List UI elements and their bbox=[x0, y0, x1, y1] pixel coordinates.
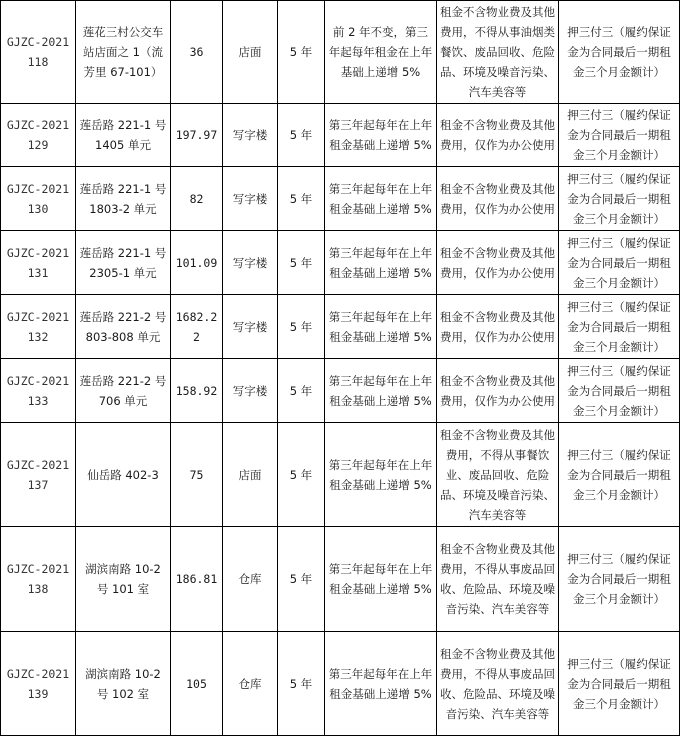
fee-restrictions: 租金不含物业费及其他费用，不得从事废品回收、危险品、环境及噪音污染、汽车美容等 bbox=[437, 527, 559, 632]
fee-restrictions: 租金不含物业费及其他费用，仅作为办公使用 bbox=[437, 167, 559, 231]
rent-terms: 第三年起每年在上年租金基础上递增 5% bbox=[325, 359, 437, 423]
rent-terms: 第三年起每年在上年租金基础上递增 5% bbox=[325, 167, 437, 231]
table-row bbox=[1, 527, 680, 632]
property-use: 写字楼 bbox=[223, 231, 278, 295]
property-address: 湖滨南路 10-2 号 101 室 bbox=[76, 527, 171, 632]
property-use: 店面 bbox=[223, 423, 278, 527]
listing-code: GJZC-2021130 bbox=[1, 167, 76, 231]
property-address: 莲岳路 221-2 号 803-808 单元 bbox=[76, 295, 171, 359]
table-row bbox=[1, 1, 680, 104]
rent-terms: 第三年起每年在上年租金基础上递增 5% bbox=[325, 104, 437, 167]
area-value: 75 bbox=[171, 423, 223, 527]
table-row bbox=[1, 423, 680, 527]
rent-terms: 第三年起每年在上年租金基础上递增 5% bbox=[325, 423, 437, 527]
area-value: 105 bbox=[171, 632, 223, 736]
area-value: 197.97 bbox=[171, 104, 223, 167]
area-value: 82 bbox=[171, 167, 223, 231]
deposit-terms: 押三付三（履约保证金为合同最后一期租金三个月金额计） bbox=[559, 527, 680, 632]
property-use: 店面 bbox=[223, 1, 278, 104]
area-value: 1682.22 bbox=[171, 295, 223, 359]
rent-terms: 第三年起每年在上年租金基础上递增 5% bbox=[325, 295, 437, 359]
property-address: 莲岳路 221-1 号 2305-1 单元 bbox=[76, 231, 171, 295]
listing-code: GJZC-2021133 bbox=[1, 359, 76, 423]
lease-term: 5 年 bbox=[278, 423, 325, 527]
table-row bbox=[1, 167, 680, 231]
property-use: 写字楼 bbox=[223, 295, 278, 359]
lease-term: 5 年 bbox=[278, 231, 325, 295]
property-address: 莲岳路 221-2 号 706 单元 bbox=[76, 359, 171, 423]
area-value: 101.09 bbox=[171, 231, 223, 295]
lease-term: 5 年 bbox=[278, 632, 325, 736]
property-address: 莲岳路 221-1 号 1803-2 单元 bbox=[76, 167, 171, 231]
fee-restrictions: 租金不含物业费及其他费用，不得从事餐饮业、废品回收、危险品、环境及噪音污染、汽车美容等 bbox=[437, 423, 559, 527]
property-use: 写字楼 bbox=[223, 104, 278, 167]
deposit-terms: 押三付三（履约保证金为合同最后一期租金三个月金额计） bbox=[559, 359, 680, 423]
fee-restrictions: 租金不含物业费及其他费用，仅作为办公使用 bbox=[437, 359, 559, 423]
lease-term: 5 年 bbox=[278, 527, 325, 632]
listing-code: GJZC-2021138 bbox=[1, 527, 76, 632]
fee-restrictions: 租金不含物业费及其他费用，不得从事废品回收、危险品、环境及噪音污染、汽车美容等 bbox=[437, 632, 559, 736]
lease-term: 5 年 bbox=[278, 359, 325, 423]
rent-terms: 第三年起每年在上年租金基础上递增 5% bbox=[325, 231, 437, 295]
deposit-terms: 押三付三（履约保证金为合同最后一期租金三个月金额计） bbox=[559, 167, 680, 231]
area-value: 186.81 bbox=[171, 527, 223, 632]
area-value: 158.92 bbox=[171, 359, 223, 423]
property-use: 仓库 bbox=[223, 527, 278, 632]
table-row bbox=[1, 632, 680, 736]
deposit-terms: 押三付三（履约保证金为合同最后一期租金三个月金额计） bbox=[559, 1, 680, 104]
property-address: 莲岳路 221-1 号 1405 单元 bbox=[76, 104, 171, 167]
lease-table-body bbox=[1, 1, 680, 736]
deposit-terms: 押三付三（履约保证金为合同最后一期租金三个月金额计） bbox=[559, 104, 680, 167]
rent-terms: 第三年起每年在上年租金基础上递增 5% bbox=[325, 632, 437, 736]
listing-code: GJZC-2021131 bbox=[1, 231, 76, 295]
fee-restrictions: 租金不含物业费及其他费用，仅作为办公使用 bbox=[437, 295, 559, 359]
deposit-terms: 押三付三（履约保证金为合同最后一期租金三个月金额计） bbox=[559, 231, 680, 295]
table-row bbox=[1, 104, 680, 167]
property-address: 莲花三村公交车站店面之 1（流芳里 67-101） bbox=[76, 1, 171, 104]
lease-term: 5 年 bbox=[278, 295, 325, 359]
property-address: 仙岳路 402-3 bbox=[76, 423, 171, 527]
table-row bbox=[1, 295, 680, 359]
fee-restrictions: 租金不含物业费及其他费用，仅作为办公使用 bbox=[437, 231, 559, 295]
deposit-terms: 押三付三（履约保证金为合同最后一期租金三个月金额计） bbox=[559, 632, 680, 736]
property-use: 写字楼 bbox=[223, 359, 278, 423]
lease-term: 5 年 bbox=[278, 167, 325, 231]
lease-term: 5 年 bbox=[278, 104, 325, 167]
deposit-terms: 押三付三（履约保证金为合同最后一期租金三个月金额计） bbox=[559, 423, 680, 527]
deposit-terms: 押三付三（履约保证金为合同最后一期租金三个月金额计） bbox=[559, 295, 680, 359]
rent-terms: 第三年起每年在上年租金基础上递增 5% bbox=[325, 527, 437, 632]
listing-code: GJZC-2021118 bbox=[1, 1, 76, 104]
listing-code: GJZC-2021139 bbox=[1, 632, 76, 736]
area-value: 36 bbox=[171, 1, 223, 104]
fee-restrictions: 租金不含物业费及其他费用，仅作为办公使用 bbox=[437, 104, 559, 167]
listing-code: GJZC-2021129 bbox=[1, 104, 76, 167]
listing-code: GJZC-2021132 bbox=[1, 295, 76, 359]
property-use: 写字楼 bbox=[223, 167, 278, 231]
listing-code: GJZC-2021137 bbox=[1, 423, 76, 527]
fee-restrictions: 租金不含物业费及其他费用，不得从事油烟类餐饮、废品回收、危险品、环境及噪音污染、汽车美容等 bbox=[437, 1, 559, 104]
table-row bbox=[1, 231, 680, 295]
property-use: 仓库 bbox=[223, 632, 278, 736]
property-address: 湖滨南路 10-2 号 102 室 bbox=[76, 632, 171, 736]
table-row bbox=[1, 359, 680, 423]
rent-terms: 前 2 年不变，第三年起每年租金在上年基础上递增 5% bbox=[325, 1, 437, 104]
lease-term: 5 年 bbox=[278, 1, 325, 104]
